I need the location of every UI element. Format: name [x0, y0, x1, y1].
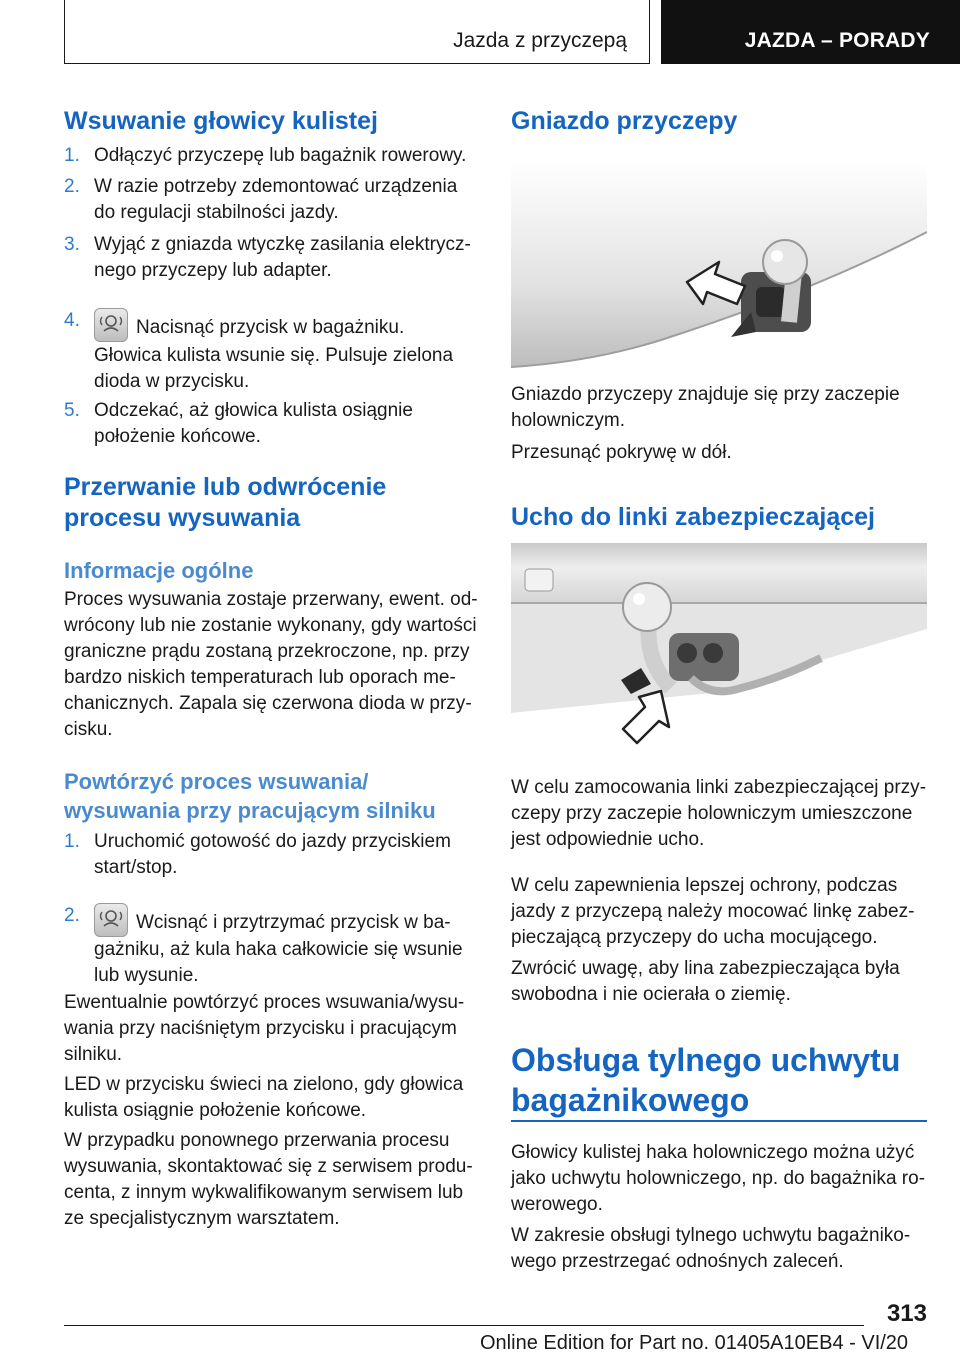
eye-paragraph-1: W celu zamocowania linki zabezpieczającej przyczepy przy zaczepie holowniczym umieszczone jest odpowiednie ucho. — [511, 777, 927, 850]
step-number: 5. — [64, 400, 80, 421]
step-number: 3. — [64, 234, 80, 255]
step-text: W razie potrzeby zdemontować urządzenia do regulacji stabilności jazdy. — [94, 176, 458, 223]
step-text: Nacisnąć przycisk w bagażniku. — [136, 317, 405, 338]
eye-paragraph-2: W celu zapewnienia lepszej ochrony, podczas jazdy z przyczepą należy mocować linkę zabezpieczającą przyczepy do ucha mocującego. — [511, 875, 915, 948]
trunk-button-icon — [94, 308, 128, 342]
heading-carrier: Obsługa tylnego uchwytu bagażnikowego — [511, 1042, 901, 1118]
heading-underline — [511, 1120, 927, 1122]
figure-trailer-socket — [511, 162, 927, 370]
step-number: 1. — [64, 831, 80, 852]
general-text: Proces wysuwania zostaje przerwany, ewent. odwrócony lub nie zostanie wykonany, gdy wartości graniczne prądu zostaną przekroczone, np. przy bardzo niskich temperaturach lub oporach mechanicznych. Zapala się czerwona dioda w przycisku. — [64, 589, 478, 740]
heading-socket: Gniazdo przyczepy — [511, 107, 738, 135]
footer-divider — [64, 1325, 864, 1326]
heading-interrupt: Przerwanie lub odwrócenie procesu wysuwania — [64, 473, 387, 532]
figure-safety-eye — [511, 543, 927, 761]
heading-safety-eye: Ucho do linki zabezpieczającej — [511, 503, 876, 531]
header-section-box — [64, 0, 650, 64]
step-number: 2. — [64, 905, 80, 926]
step-4-note: Głowica kulista wsunie się. Pulsuje zielona dioda w przycisku. — [94, 345, 454, 392]
step-number: 2. — [64, 176, 80, 197]
step-number: 4. — [64, 310, 80, 331]
repeat-paragraph-3: W przypadku ponownego przerwania procesu wysuwania, skontaktować się z serwisem producenta, z innym wykwalifikowanym serwisem lub ze specjalistycznym warsztatem. — [64, 1130, 473, 1229]
socket-paragraph-1: Gniazdo przyczepy znajduje się przy zaczepie holowniczym. — [511, 384, 900, 431]
header-chapter-title: JAZDA – PORADY — [744, 29, 930, 52]
step-text: Wcisnąć i przytrzymać przycisk w bagażniku, aż kula haka całkowicie się wsunie lub wysunie. — [94, 912, 463, 986]
socket-paragraph-2: Przesunąć pokrywę w dół. — [511, 442, 732, 463]
step-number: 1. — [64, 145, 80, 166]
step-text: Uruchomić gotowość do jazdy przyciskiem start/stop. — [94, 831, 451, 878]
header-section-title: Jazda z przyczepą — [453, 29, 627, 52]
footer-edition: Online Edition for Part no. 01405A10EB4 - VI/20 — [480, 1332, 909, 1354]
repeat-paragraph-2: LED w przycisku świeci na zielono, gdy głowica kulista osiągnie położenie końcowe. — [64, 1074, 464, 1121]
step-4-line — [94, 308, 478, 342]
heading-general: Informacje ogólne — [64, 558, 254, 583]
eye-paragraph-3: Zwrócić uwagę, aby lina zabezpieczająca była swobodna i nie ocierała o ziemię. — [511, 958, 900, 1005]
repeat-paragraph-1: Ewentualnie powtórzyć proces wsuwania/wysuwania przy naciśniętym przycisku i pracującym silniku. — [64, 992, 465, 1065]
step-text: Odczekać, aż głowica kulista osiągnie położenie końcowe. — [94, 400, 413, 447]
carrier-paragraph-2: W zakresie obsługi tylnego uchwytu bagażnikowego przestrzegać odnośnych zaleceń. — [511, 1225, 911, 1272]
carrier-paragraph-1: Głowicy kulistej haka holowniczego można użyć jako uchwytu holowniczego, np. do bagażnika rowerowego. — [511, 1142, 926, 1215]
page-number: 313 — [886, 1300, 927, 1327]
step-text: Odłączyć przyczepę lub bagażnik rowerowy. — [94, 145, 467, 166]
step-text: Wyjąć z gniazda wtyczkę zasilania elektrycznego przyczepy lub adapter. — [94, 234, 471, 281]
heading-repeat: Powtórzyć proces wsuwania/ wysuwania przy pracującym silniku — [64, 769, 436, 823]
header-chapter-bar — [661, 0, 960, 64]
trunk-button-icon — [94, 903, 128, 937]
heading-retract: Wsuwanie głowicy kulistej — [64, 107, 378, 135]
repeat-step-2-line — [94, 903, 478, 989]
